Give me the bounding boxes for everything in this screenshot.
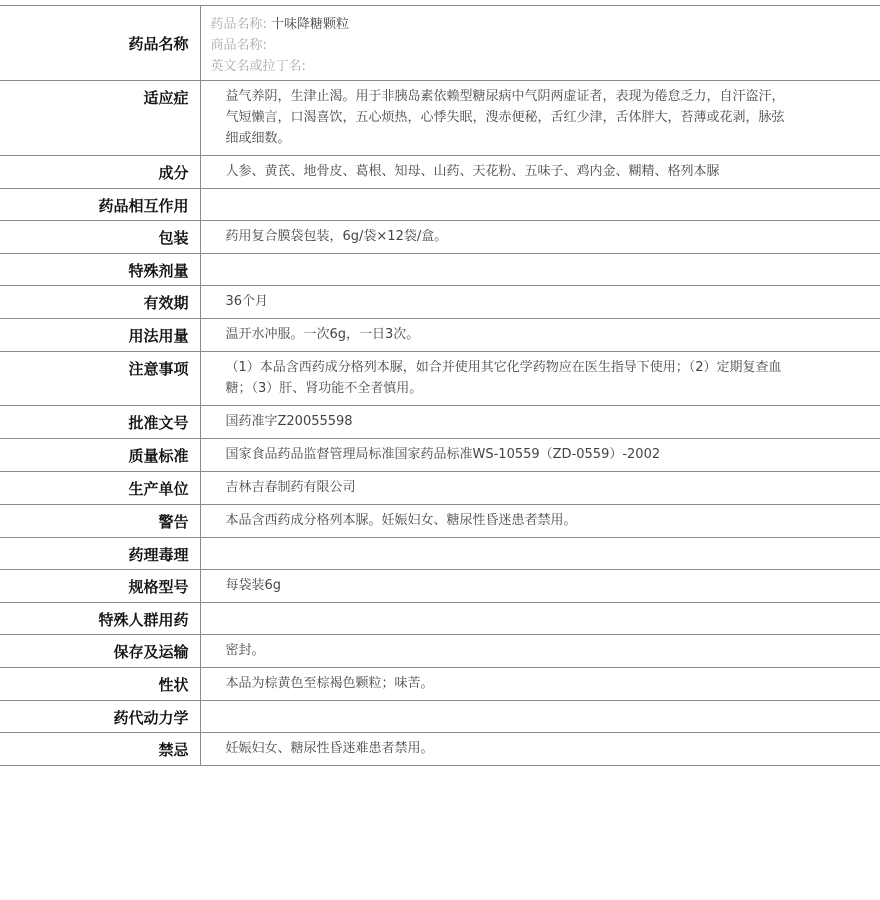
row-label: 规格型号 xyxy=(0,570,200,603)
product-name-cell xyxy=(200,6,880,81)
table-row-special-populations xyxy=(0,603,880,635)
row-value: 36个月 xyxy=(225,294,269,309)
row-label: 药代动力学 xyxy=(0,701,200,733)
trade-name-line xyxy=(211,35,786,56)
drug-info-table xyxy=(0,5,880,766)
row-label: 特殊人群用药 xyxy=(0,603,200,635)
row-label: 注意事项 xyxy=(0,352,200,406)
table-row-special-dosage xyxy=(0,254,880,286)
table-row-specification xyxy=(0,570,880,603)
english-name-key: 英文名或拉丁名: xyxy=(210,59,306,74)
row-value xyxy=(200,538,880,570)
generic-name-key: 药品名称: xyxy=(210,17,267,32)
row-label: 批准文号 xyxy=(0,406,200,439)
row-value: 国药准字Z20055598 xyxy=(225,414,353,429)
row-label: 保存及运输 xyxy=(0,635,200,668)
row-value: 妊娠妇女、糖尿性昏迷难患者禁用。 xyxy=(225,741,434,756)
table-row-storage xyxy=(0,635,880,668)
table-row-approval-number xyxy=(0,406,880,439)
row-label: 药品名称 xyxy=(0,6,200,81)
table-row-pharmacokinetics xyxy=(0,701,880,733)
table-row-indications xyxy=(0,81,880,156)
table-row-product-name xyxy=(0,6,880,81)
generic-name-line xyxy=(211,14,786,35)
generic-name-value: 十味降糖颗粒 xyxy=(271,17,350,32)
table-row-shelf-life xyxy=(0,286,880,319)
row-label: 特殊剂量 xyxy=(0,254,200,286)
row-value: 药用复合膜袋包装，6g/袋×12袋/盒。 xyxy=(225,229,448,244)
table-row-pharmacology xyxy=(0,538,880,570)
row-value: 本品为棕黄色至棕褐色颗粒；味苦。 xyxy=(225,676,434,691)
row-label: 用法用量 xyxy=(0,319,200,352)
row-label: 质量标准 xyxy=(0,439,200,472)
row-label: 禁忌 xyxy=(0,733,200,766)
english-name-line xyxy=(211,56,786,77)
row-value: 益气养阴，生津止渴。用于非胰岛素依赖型糖尿病中气阴两虚证者，表现为倦怠乏力，自汗盗汗，气短懒言，口渴喜饮，五心烦热，心悸失眠，溲赤便秘，舌红少津，舌体胖大，苔薄或花剥，脉弦细或细数。 xyxy=(225,89,785,146)
table-row-packaging xyxy=(0,221,880,254)
row-label: 性状 xyxy=(0,668,200,701)
row-value: 温开水冲服。一次6g，一日3次。 xyxy=(225,327,420,342)
row-value: 每袋装6g xyxy=(225,578,282,593)
table-row-ingredients xyxy=(0,156,880,189)
row-label: 药品相互作用 xyxy=(0,189,200,221)
row-value: 人参、黄芪、地骨皮、葛根、知母、山药、天花粉、五味子、鸡内金、糊精、格列本脲 xyxy=(225,164,720,179)
table-row-warning xyxy=(0,505,880,538)
trade-name-key: 商品名称: xyxy=(210,38,267,53)
row-value: 本品含西药成分格列本脲。妊娠妇女、糖尿性昏迷患者禁用。 xyxy=(225,513,577,528)
row-value xyxy=(200,603,880,635)
table-row-dosage xyxy=(0,319,880,352)
table-row-precautions xyxy=(0,352,880,406)
row-label: 成分 xyxy=(0,156,200,189)
row-value: （1）本品含西药成分格列本脲，如合并使用其它化学药物应在医生指导下使用；（2）定期复查血糖；（3）肝、肾功能不全者慎用。 xyxy=(225,360,782,396)
row-label: 包装 xyxy=(0,221,200,254)
row-value xyxy=(200,701,880,733)
row-label: 适应症 xyxy=(0,81,200,156)
table-row-description xyxy=(0,668,880,701)
row-value xyxy=(200,189,880,221)
row-value: 国家食品药品监督管理局标准国家药品标准WS-10559（ZD-0559）-2002 xyxy=(225,447,661,462)
table-row-manufacturer xyxy=(0,472,880,505)
row-label: 生产单位 xyxy=(0,472,200,505)
row-value: 密封。 xyxy=(225,643,265,658)
row-label: 有效期 xyxy=(0,286,200,319)
row-label: 药理毒理 xyxy=(0,538,200,570)
drug-info-sheet xyxy=(0,5,880,766)
row-label: 警告 xyxy=(0,505,200,538)
table-row-interactions xyxy=(0,189,880,221)
table-row-quality-standard xyxy=(0,439,880,472)
row-value xyxy=(200,254,880,286)
table-row-contraindications xyxy=(0,733,880,766)
row-value: 吉林吉春制药有限公司 xyxy=(225,480,356,495)
